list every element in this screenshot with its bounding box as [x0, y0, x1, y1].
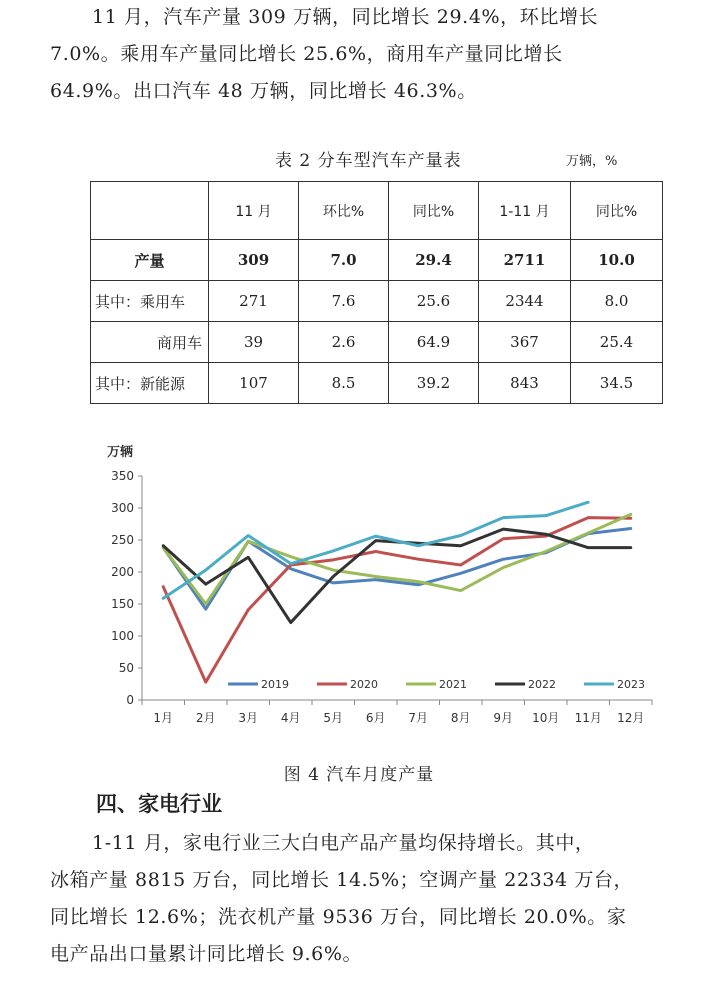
intro-paragraph: [50, 0, 698, 110]
legend-label: 2022: [528, 678, 556, 691]
table-cell: 2344: [479, 281, 571, 322]
y-tick-label: 0: [126, 693, 134, 707]
header-cell: 同比%: [389, 182, 479, 240]
x-tick-label: 6月: [365, 711, 386, 725]
body-line: 电产品出口量累计同比增长 9.6%。: [50, 943, 363, 965]
table-cell: 7.0: [299, 240, 389, 281]
x-tick-label: 12月: [617, 711, 645, 725]
body-paragraph: [50, 825, 698, 973]
table-cell: 2.6: [299, 322, 389, 363]
header-cell: 同比%: [571, 182, 663, 240]
header-cell: 1-11 月: [479, 182, 571, 240]
series-line-2022: [163, 529, 631, 622]
table-cell: 64.9: [389, 322, 479, 363]
table-row: [91, 240, 663, 281]
table-row: [91, 363, 663, 404]
table-header-row: [91, 182, 663, 240]
table-cell: 34.5: [571, 363, 663, 404]
y-tick-label: 150: [111, 597, 134, 611]
y-tick-label: 350: [111, 469, 134, 483]
header-cell: 环比%: [299, 182, 389, 240]
row-label: 产量: [91, 240, 209, 281]
body-line: 同比增长 12.6%；洗衣机产量 9536 万台，同比增长 20.0%。家: [50, 906, 627, 928]
legend-label: 2021: [439, 678, 467, 691]
series-line-2021: [163, 514, 631, 604]
intro-line: 11 月，汽车产量 309 万辆，同比增长 29.4%，环比增长: [92, 6, 599, 28]
intro-line: 64.9%。出口汽车 48 万辆，同比增长 46.3%。: [50, 80, 477, 102]
y-tick-label: 250: [111, 533, 134, 547]
x-tick-label: 3月: [238, 711, 259, 725]
table-cell: 10.0: [571, 240, 663, 281]
y-tick-label: 100: [111, 629, 134, 643]
body-line: 冰箱产量 8815 万台，同比增长 14.5%；空调产量 22334 万台，: [50, 869, 634, 891]
table-cell: 309: [209, 240, 299, 281]
y-tick-label: 300: [111, 501, 134, 515]
table-row: [91, 281, 663, 322]
table-cell: 7.6: [299, 281, 389, 322]
x-tick-label: 11月: [574, 711, 602, 725]
vehicle-production-table: [90, 181, 663, 404]
table-cell: 843: [479, 363, 571, 404]
table-cell: 39: [209, 322, 299, 363]
x-tick-label: 5月: [323, 711, 344, 725]
row-label: 其中：新能源: [91, 363, 209, 404]
table-cell: 25.6: [389, 281, 479, 322]
x-tick-label: 1月: [153, 711, 174, 725]
y-tick-label: 200: [111, 565, 134, 579]
legend-label: 2020: [350, 678, 378, 691]
monthly-production-chart: [95, 438, 665, 738]
figure-caption: 图 4 汽车月度产量: [283, 765, 435, 785]
body-line: 1-11 月，家电行业三大白电产品产量均保持增长。其中，: [92, 832, 595, 854]
table-cell: 2711: [479, 240, 571, 281]
x-tick-label: 7月: [408, 711, 429, 725]
table-cell: 8.0: [571, 281, 663, 322]
table-cell: 8.5: [299, 363, 389, 404]
table-caption: 表 2 分车型汽车产量表: [275, 151, 462, 171]
table-cell: 29.4: [389, 240, 479, 281]
table-row: [91, 322, 663, 363]
table-cell: 25.4: [571, 322, 663, 363]
legend-label: 2023: [617, 678, 645, 691]
row-label: 商用车: [91, 322, 209, 363]
table-cell: 107: [209, 363, 299, 404]
x-tick-label: 10月: [532, 711, 560, 725]
x-tick-label: 8月: [450, 711, 471, 725]
table-cell: 367: [479, 322, 571, 363]
section-title: 四、家电行业: [96, 792, 222, 816]
table-cell: 39.2: [389, 363, 479, 404]
row-label: 其中：乘用车: [91, 281, 209, 322]
table-unit: 万辆，%: [566, 154, 618, 169]
x-tick-label: 9月: [493, 711, 514, 725]
y-tick-label: 50: [118, 661, 134, 675]
header-cell: 11 月: [209, 182, 299, 240]
legend-label: 2019: [261, 678, 289, 691]
intro-line: 7.0%。乘用车产量同比增长 25.6%，商用车产量同比增长: [50, 43, 563, 65]
y-axis-label: 万辆: [107, 445, 134, 460]
x-tick-label: 2月: [195, 711, 216, 725]
header-cell: [91, 182, 209, 240]
table-cell: 271: [209, 281, 299, 322]
x-tick-label: 4月: [280, 711, 301, 725]
